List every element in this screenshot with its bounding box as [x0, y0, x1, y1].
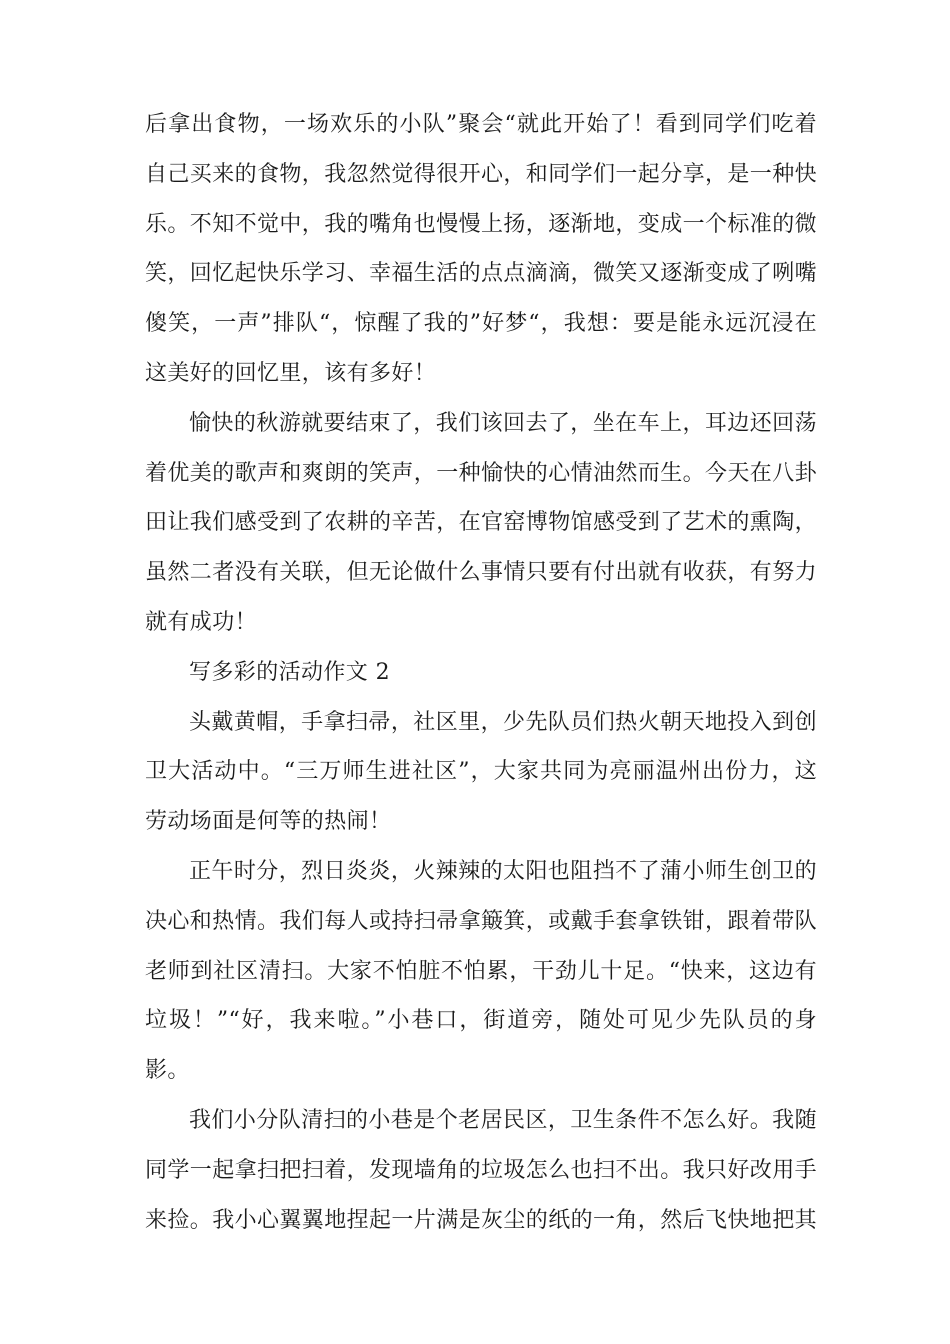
paragraph-4: 正午时分，烈日炎炎，火辣辣的太阳也阻挡不了蒲小师生创卫的决心和热情。我们每人或持扫帚拿簸箕，或戴手套拿铁钳，跟着带队老师到社区清扫。大家不怕脏不怕累，干劲儿十足。“快来，这边有垃圾！”“好，我来啦。”小巷口，街道旁，随处可见少先队员的身影。 [145, 858, 818, 1084]
document-body [145, 100, 817, 1245]
paragraph-1: 后拿出食物，一场欢乐的小队”聚会“就此开始了！看到同学们吃着自己买来的食物，我忽然觉得很开心，和同学们一起分享，是一种快乐。不知不觉中，我的嘴角也慢慢上扬，逐渐地，变成一个标准的微笑，回忆起快乐学习、幸福生活的点点滴滴，微笑又逐渐变成了咧嘴傻笑，一声”排队“，惊醒了我的”好梦“，我想：要是能永远沉浸在这美好的回忆里，该有多好！ [145, 112, 818, 386]
section-heading: 写多彩的活动作文 2 [189, 659, 390, 685]
paragraph-2: 愉快的秋游就要结束了，我们该回去了，坐在车上，耳边还回荡着优美的歌声和爽朗的笑声，一种愉快的心情油然而生。今天在八卦田让我们感受到了农耕的辛苦，在官窑博物馆感受到了艺术的熏陶，虽然二者没有关联，但无论做什么事情只要有付出就有收获，有努力就有成功！ [145, 410, 818, 635]
paragraph-5: 我们小分队清扫的小巷是个老居民区，卫生条件不怎么好。我随同学一起拿扫把扫着，发现墙角的垃圾怎么也扫不出。我只好改用手来捡。我小心翼翼地捏起一片满是灰尘的纸的一角，然后飞快地把其 [145, 1107, 818, 1233]
paragraph-3: 头戴黄帽，手拿扫帚，社区里，少先队员们热火朝天地投入到创卫大活动中。“三万师生进社区”，大家共同为亮丽温州出份力，这劳动场面是何等的热闹！ [145, 709, 817, 835]
